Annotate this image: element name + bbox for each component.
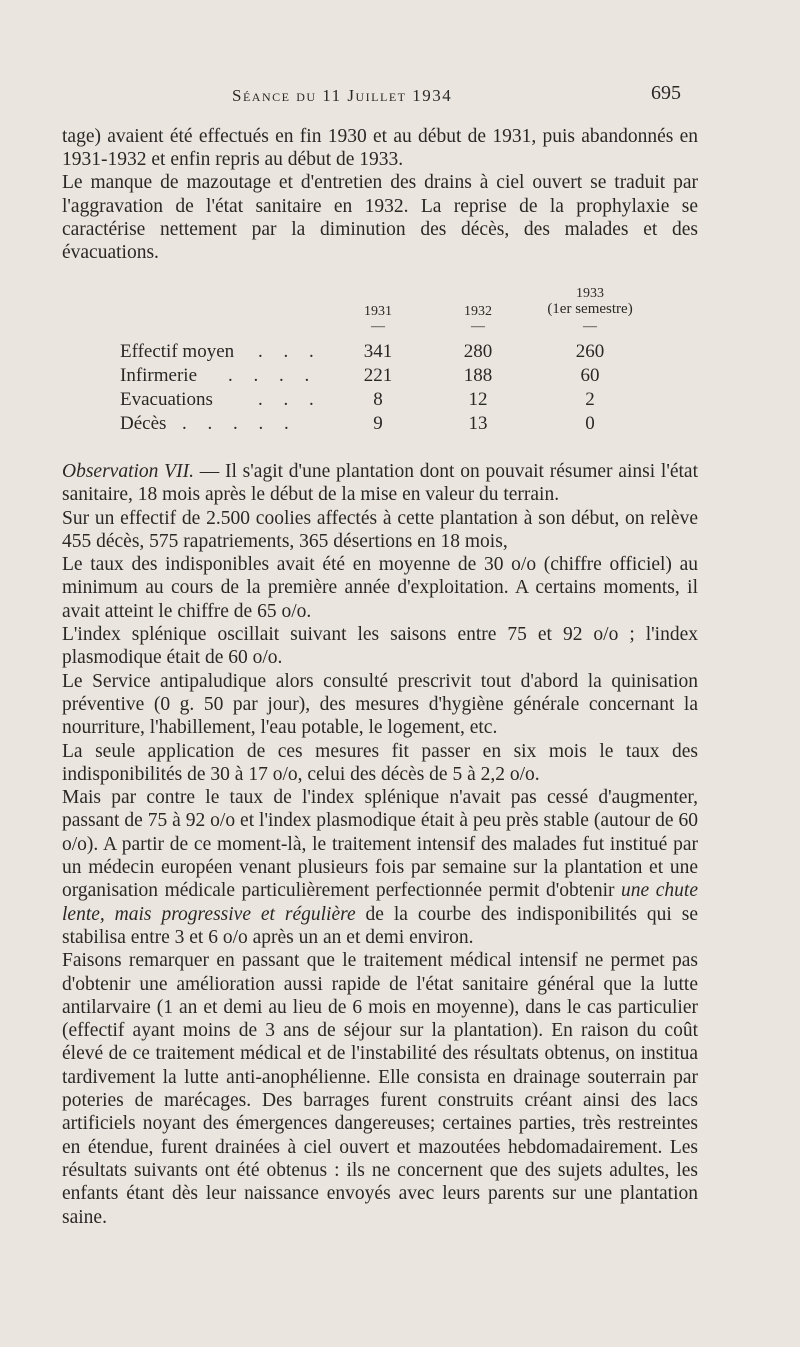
row-label: Evacuations bbox=[120, 389, 213, 410]
cell-1931: 221 bbox=[363, 365, 393, 386]
paragraph bbox=[62, 171, 698, 264]
running-header bbox=[0, 80, 800, 110]
table-row bbox=[120, 413, 650, 437]
row-label: Effectif moyen bbox=[120, 341, 235, 362]
paragraph-text: Mais par contre le taux de l'index splénique n'avait pas cessé d'augmenter, passant de 75 à 92 o/o et l'index plasmodique était à peu près stable (autour de 60 o/o). A partir de ce moment-là, le traitement intensif des malades fut institué par un médecin européen venant plusieurs fois par semaine sur la plantation et une organisation médicale particulièrement perfectionnée permit d'obtenir bbox=[62, 787, 698, 902]
col-header-1931: 1931 bbox=[364, 304, 392, 319]
running-title: Séance du 11 Juillet 1934 bbox=[232, 86, 453, 105]
paragraph: L'index splénique oscillait suivant les saisons entre 75 et 92 o/o ; l'index plasmodique était de 60 o/o. bbox=[62, 624, 698, 669]
col-header-1933: 1933 bbox=[576, 286, 604, 301]
header-dash: — bbox=[371, 319, 385, 334]
table-row bbox=[120, 341, 650, 365]
paragraph: Faisons remarquer en passant que le traitement médical intensif ne permet pas d'obtenir une amélioration aussi rapide de l'état sanitaire général que la lutte antilarvaire (1 an et demi au lieu de 6 mois en moyenne), dans le cas particulier (effectif ayant moins de 3 ans de séjour sur la plantation). En raison du coût élevé de ce traitement médical et de l'instabilité des résultats obtenus, on institua tardivement la lutte anti-anophélienne. Elle consista en drainage souterrain par poteries de marécages. Des barrages furent construits créant ainsi des lacs artificiels noyant des émergences dangereuses; certaines parties, très restreintes en étendue, furent drainées à ciel ouvert et mazoutées hebdomadairement. Les résultats suivants ont été obtenus : ils ne concernent que des sujets adultes, les enfants étant dès leur naissance envoyés avec leurs parents sur une plantation saine. bbox=[62, 950, 698, 1228]
paragraph: Le Service antipaludique alors consulté prescrivit tout d'abord la quinisation préventive (0 g. 50 par jour), des mesures d'hygiène générale concernant la nourriture, l'habillement, l'eau potable, le logement, etc. bbox=[62, 670, 698, 739]
leader-dots: . . . . . bbox=[182, 413, 297, 434]
cell-1931: 9 bbox=[373, 413, 383, 434]
leader-dots: . . . bbox=[258, 341, 322, 362]
paragraph-text: de la courbe des indisponibilités qui se stabilisa entre 3 et 6 o/o après un an et demi environ. bbox=[62, 903, 698, 948]
table-row bbox=[120, 389, 650, 413]
cell-1933: 60 bbox=[580, 365, 600, 386]
col-header-1933-sub: (1er semestre) bbox=[547, 301, 633, 317]
emphasis-text: une chute lente, mais progressive et régulière bbox=[62, 880, 698, 925]
paragraph: tage) avaient été effectués en fin 1930 et au début de 1931, puis abandonnés en 1931-1932 et enfin repris au début de 1933. bbox=[62, 126, 698, 171]
paragraph bbox=[62, 460, 698, 507]
col-header-1932: 1932 bbox=[464, 304, 492, 319]
paragraph: Le taux des indisponibles avait été en moyenne de 30 o/o (chiffre officiel) au minimum au cours de la première année d'exploitation. A certains moments, il avait atteint le chiffre de 65 o/o. bbox=[62, 554, 698, 622]
cell-1932: 13 bbox=[468, 413, 488, 434]
header-dash: — bbox=[471, 319, 485, 334]
cell-1933: 260 bbox=[575, 341, 605, 362]
cell-1932: 280 bbox=[463, 341, 493, 362]
page-number: 695 bbox=[651, 82, 681, 104]
leader-dots: . . . bbox=[258, 389, 322, 410]
cell-1932: 188 bbox=[463, 365, 493, 386]
row-label: Décès bbox=[120, 413, 167, 434]
cell-1931: 341 bbox=[363, 341, 393, 362]
paragraph bbox=[62, 786, 698, 949]
cell-1933: 2 bbox=[585, 389, 595, 410]
paragraph: Sur un effectif de 2.500 coolies affectés à cette plantation à son début, on relève 455 décès, 575 rapatriements, 365 désertions en 18 mois, bbox=[62, 507, 698, 552]
paragraph: La seule application de ces mesures fit passer en six mois le taux des indisponibilités de 30 à 17 o/o, celui des décès de 5 à 2,2 o/o. bbox=[62, 740, 698, 785]
paragraph-text: Le manque de mazoutage et d'entretien des drains à ciel ouvert se traduit par l'aggravation de l'état sanitaire en 1932. La reprise de la prophylaxie se caractérise nettement par la diminution des décès, des malades et des évacuations. bbox=[62, 172, 698, 264]
intro-text bbox=[62, 125, 698, 264]
observation-heading: Observation VII. bbox=[62, 461, 194, 482]
paragraph-text: — Il s'agit d'une plantation dont on pouvait résumer ainsi l'état sanitaire, 18 mois après le début de la mise en valeur du terrain. bbox=[62, 461, 698, 506]
cell-1933: 0 bbox=[585, 413, 595, 434]
cell-1931: 8 bbox=[373, 389, 383, 410]
cell-1932: 12 bbox=[468, 389, 488, 410]
observation-section bbox=[62, 460, 698, 1229]
table-row bbox=[120, 365, 650, 389]
header-dash: — bbox=[583, 319, 597, 334]
leader-dots: . . . . bbox=[228, 365, 318, 386]
row-label: Infirmerie bbox=[120, 365, 198, 386]
